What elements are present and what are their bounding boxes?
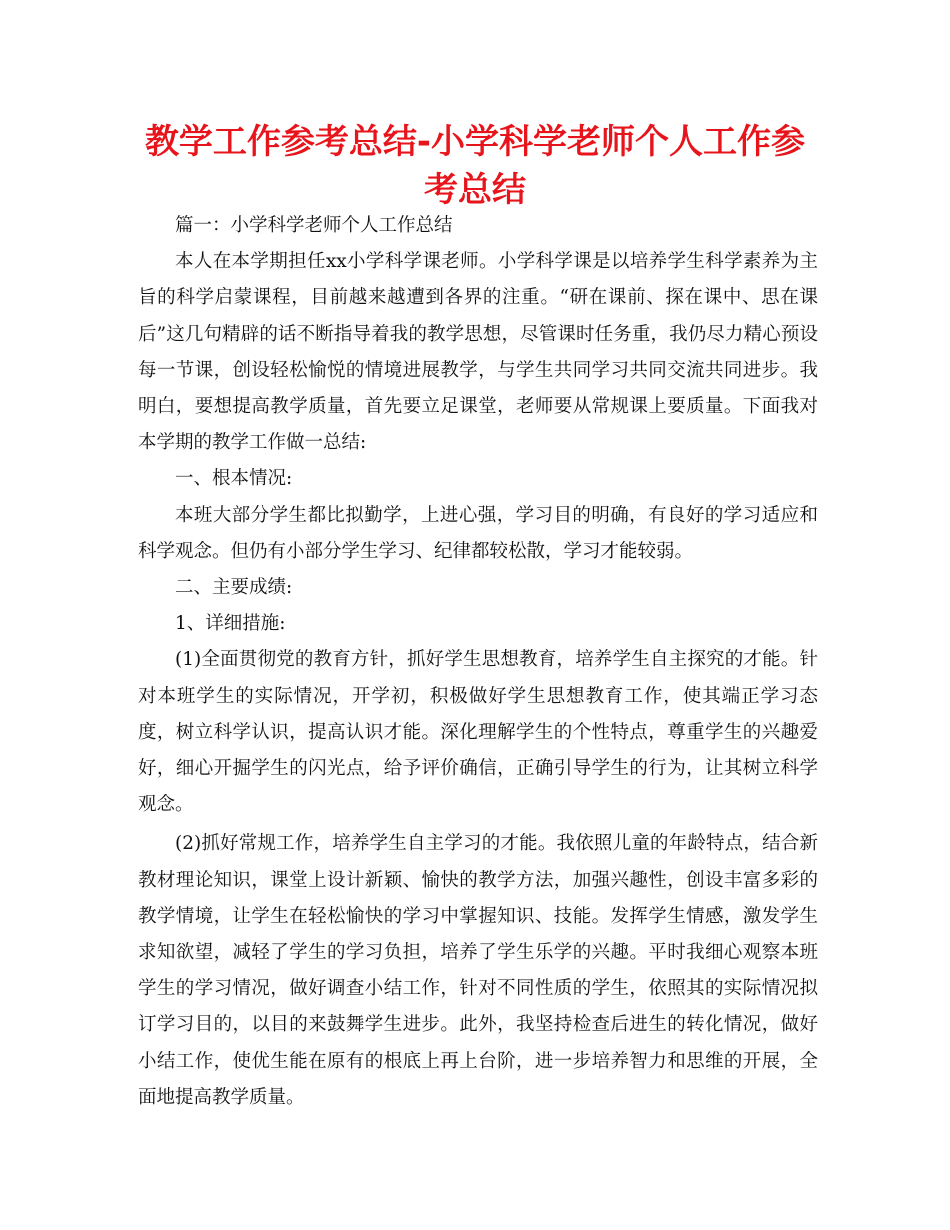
document-title: 教学工作参考总结-小学科学老师个人工作参考总结 bbox=[144, 122, 806, 210]
subsection-heading-measures: 1、详细措施: bbox=[175, 613, 286, 635]
paragraph-basic-situation: 本班大部分学生都比拟勤学，上进心强，学习目的明确，有良好的学习适应和科学观念。但仍有小部分学生学习、纪律都较松散，学习才能较弱。 bbox=[138, 504, 818, 562]
paragraph-measure-one: (1)全面贯彻党的教育方针，抓好学生思想教育，培养学生自主探究的才能。针对本班学生的实际情况，开学初，积极做好学生思想教育工作，使其端正学习态度，树立科学认识，提高认识才能。深化理解学生的个性特点，尊重学生的兴趣爱好，细心开掘学生的闪光点，给予评价确信，正确引导学生的行为，让其树立科学观念。 bbox=[138, 649, 818, 816]
section-heading-chapter-one: 篇一：小学科学老师个人工作总结 bbox=[175, 215, 453, 236]
paragraph-introduction: 本人在本学期担任xx小学科学课老师。小学科学课是以培养学生科学素养为主旨的科学启蒙课程，目前越来越遭到各界的注重。“研在课前、探在课中、思在课后”这几句精辟的话不断指导着我的教学思想，尽管课时任务重，我仍尽力精心预设每一节课，创设轻松愉悦的情境进展教学，与学生共同学习共同交流共同进步。我明白，要想提高教学质量，首先要立足课堂，老师要从常规课上要质量。下面我对本学期的教学工作做一总结: bbox=[138, 251, 818, 454]
section-heading-basic-situation: 一、根本情况: bbox=[175, 468, 293, 490]
document-body bbox=[138, 208, 818, 1116]
paragraph-measure-two: (2)抓好常规工作，培养学生自主学习的才能。我依照儿童的年龄特点，结合新教材理论知识，课堂上设计新颖、愉快的教学方法，加强兴趣性，创设丰富多彩的教学情境，让学生在轻松愉快的学习中掌握知识、技能。发挥学生情感，激发学生求知欲望，减轻了学生的学习负担，培养了学生乐学的兴趣。平时我细心观察本班学生的学习情况，做好调查小结工作，针对不同性质的学生，依照其的实际情况拟订学习目的，以目的来鼓舞学生进步。此外，我坚持检查后进生的转化情况，做好小结工作，使优生能在原有的根底上再上台阶，进一步培养智力和思维的开展，全面地提高教学质量。 bbox=[138, 833, 818, 1108]
section-heading-main-achievements: 二、主要成绩: bbox=[175, 577, 293, 599]
